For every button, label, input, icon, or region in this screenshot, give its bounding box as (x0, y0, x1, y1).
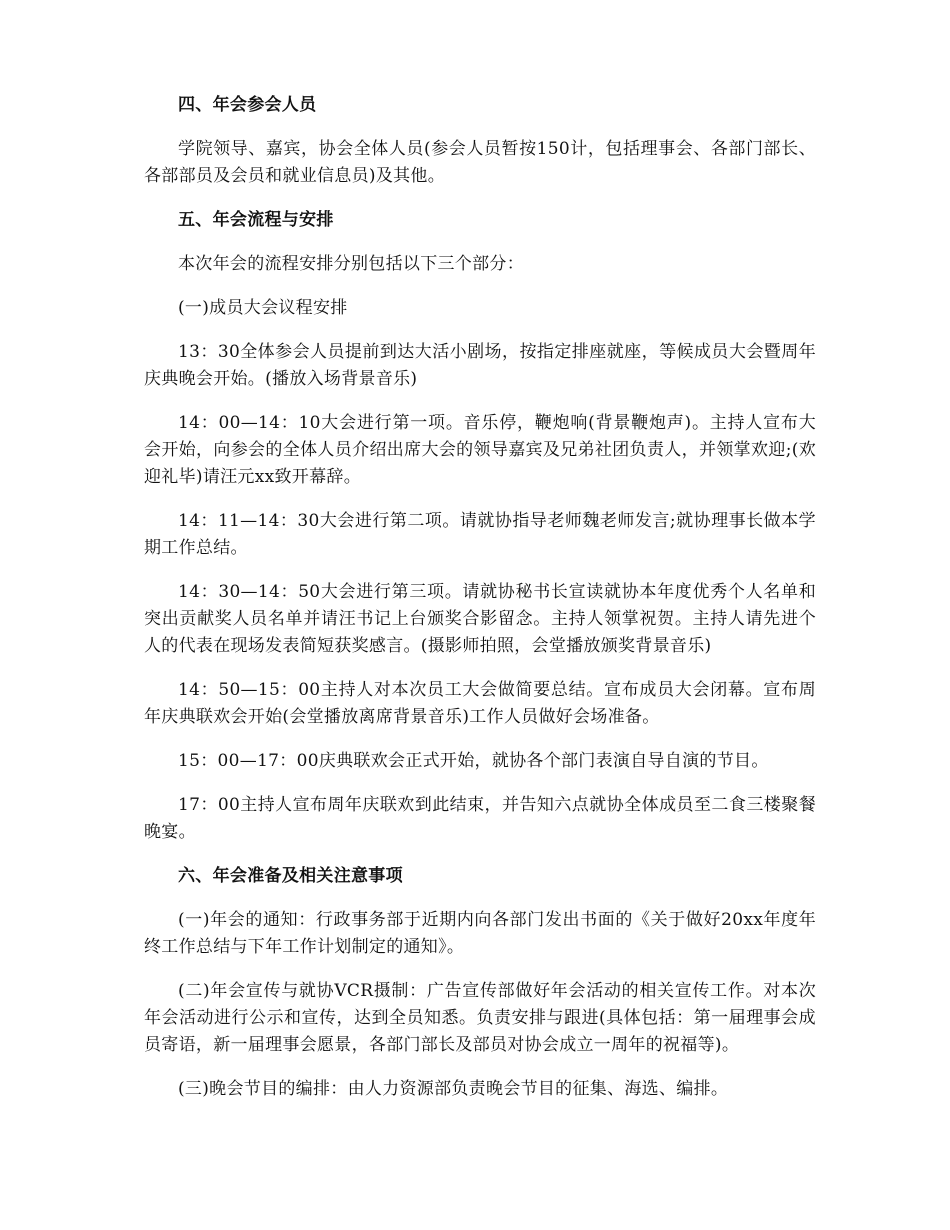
paragraph-agenda-1500: 15：00—17：00庆典联欢会正式开始，就协各个部门表演自导自演的节目。 (178, 751, 769, 771)
paragraph-prep-publicity: (二)年会宣传与就协VCR摄制：广告宣传部做好年会活动的相关宣传工作。对本次年会活动进行公示和宣传，达到全员知悉。负责安排与跟进(具体包括：第一届理事会成员寄语，新一届理事会愿景，各部门部长及部员对协会成立一周年的祝福等)。 (144, 981, 816, 1055)
paragraph-agenda-1411: 14：11—14：30大会进行第二项。请就协指导老师魏老师发言;就协理事长做本学期工作总结。 (144, 511, 816, 558)
paragraph-agenda-1330: 13：30全体参会人员提前到达大活小剧场，按指定排座就座，等候成员大会暨周年庆典晚会开始。(播放入场背景音乐) (144, 342, 816, 389)
paragraph-agenda-title: (一)成员大会议程安排 (178, 298, 348, 318)
paragraph-agenda-1430: 14：30—14：50大会进行第三项。请就协秘书长宣读就协本年度优秀个人名单和突出贡献奖人员名单并请汪书记上台颁奖合影留念。主持人领掌祝贺。主持人请先进个人的代表在现场发表简短获奖感言。(摄影师拍照，会堂播放颁奖背景音乐) (144, 582, 816, 656)
paragraph-prep-program: (三)晚会节目的编排：由人力资源部负责晚会节目的征集、海选、编排。 (178, 1079, 729, 1099)
section-heading-attendees: 四、年会参会人员 (178, 95, 317, 115)
paragraph-agenda-1450: 14：50—15：00主持人对本次员工大会做简要总结。宣布成员大会闭幕。宣布周年庆典联欢会开始(会堂播放离席背景音乐)工作人员做好会场准备。 (144, 680, 816, 727)
paragraph-agenda-1400: 14：00—14：10大会进行第一项。音乐停，鞭炮响(背景鞭炮声)。主持人宣布大会开始，向参会的全体人员介绍出席大会的领导嘉宾及兄弟社团负责人，并领掌欢迎;(欢迎礼毕)请汪元xx致开幕辞。 (144, 413, 816, 487)
document-page (144, 92, 816, 1120)
section-heading-preparation: 六、年会准备及相关注意事项 (178, 866, 403, 886)
paragraph-attendees: 学院领导、嘉宾，协会全体人员(参会人员暂按150计，包括理事会、各部门部长、各部部员及会员和就业信息员)及其他。 (144, 139, 816, 186)
section-heading-process: 五、年会流程与安排 (178, 210, 334, 230)
paragraph-agenda-1700: 17：00主持人宣布周年庆联欢到此结束，并告知六点就协全体成员至二食三楼聚餐晚宴。 (144, 795, 816, 842)
paragraph-process-intro: 本次年会的流程安排分别包括以下三个部分： (178, 254, 524, 274)
paragraph-prep-notice: (一)年会的通知：行政事务部于近期内向各部门发出书面的《关于做好20xx年度年终工作总结与下年工作计划制定的通知》。 (144, 910, 816, 957)
